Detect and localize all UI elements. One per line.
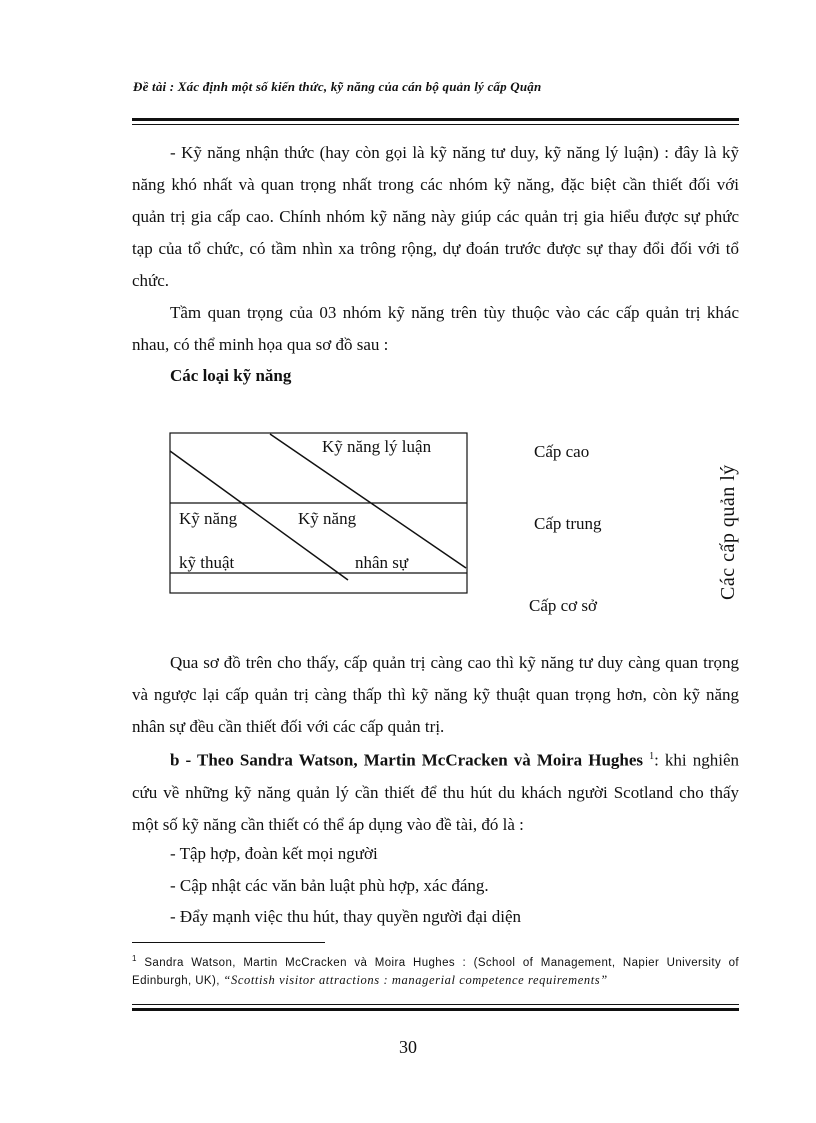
footnote-title: “Scottish visitor attractions : managerial competence requirements”	[223, 972, 608, 987]
bullet-item: - Cập nhật các văn bản luật phù hợp, xác đáng.	[170, 876, 489, 895]
paragraph-cognitive-skill-text: - Kỹ năng nhận thức (hay còn gọi là kỹ năng tư duy, kỹ năng lý luận) : đây là kỹ năng khó nhất và quan trọng nhất trong các nhóm kỹ năng, đặc biệt cần thiết đối với quản trị gia cấp cao. Chính nhóm kỹ năng này giúp các quản trị gia hiểu được sự phức tạp của tổ chức, có tầm nhìn xa trông rộng, dự đoán trước được sự thay đổi đối với tổ chức.	[132, 143, 739, 290]
label-top-level: Cấp cao	[534, 442, 590, 461]
footnote-text: Sandra Watson, Martin McCracken và Moira Hughes : (School of Management, Napier University of Edinburgh, UK),	[132, 956, 739, 987]
bullet-item: - Tập hợp, đoàn kết mọi người	[170, 844, 378, 863]
paragraph-importance-text: Tầm quan trọng của 03 nhóm kỹ năng trên tùy thuộc vào các cấp quản trị khác nhau, có thể minh họa qua sơ đồ sau :	[132, 303, 739, 354]
page-number: 30	[399, 1037, 417, 1057]
paragraph-watson-text: : khi nghiên cứu về những kỹ năng quản lý cần thiết để thu hút du khách người Scotland cho thấy một số kỹ năng cần thiết có thể áp dụng vào đề tài, đó là :	[132, 750, 740, 834]
label-human-skill-line2: nhân sự	[355, 553, 409, 572]
document-header: Đề tài : Xác định một số kiến thức, kỹ năng của cán bộ quản lý cấp Quận	[133, 79, 542, 94]
label-conceptual-skill: Kỹ năng lý luận	[322, 437, 432, 456]
paragraph-watson	[132, 741, 739, 841]
label-technical-skill-line1: Kỹ năng	[179, 509, 238, 528]
bullet-item: - Đẩy mạnh việc thu hút, thay quyền người đại diện	[170, 907, 522, 926]
footnote-rule	[132, 942, 325, 943]
label-human-skill-line1: Kỹ năng	[298, 509, 357, 528]
footnote	[132, 950, 739, 990]
label-base-level: Cấp cơ sở	[529, 596, 598, 615]
paragraph-conclusion	[132, 647, 739, 743]
footnote-ref: 1	[649, 751, 655, 762]
footnote-number: 1	[132, 954, 137, 963]
footer-rule-thin	[132, 1004, 739, 1005]
label-middle-level: Cấp trung	[534, 514, 602, 533]
diagram-heading: Các loại kỹ năng	[170, 366, 292, 385]
paragraph-conclusion-text: Qua sơ đồ trên cho thấy, cấp quản trị càng cao thì kỹ năng tư duy càng quan trọng và ngược lại cấp quản trị càng thấp thì kỹ năng kỹ thuật quan trọng hơn, còn kỹ năng nhân sự đều cần thiết đối với các cấp quản trị.	[132, 653, 739, 736]
paragraph-watson-heading: b - Theo Sandra Watson, Martin McCracken và Moira Hughes	[170, 750, 644, 770]
label-management-levels: Các cấp quản lý	[717, 464, 739, 600]
label-technical-skill-line2: kỹ thuật	[179, 553, 235, 572]
footer-rule-thick	[132, 1008, 739, 1011]
